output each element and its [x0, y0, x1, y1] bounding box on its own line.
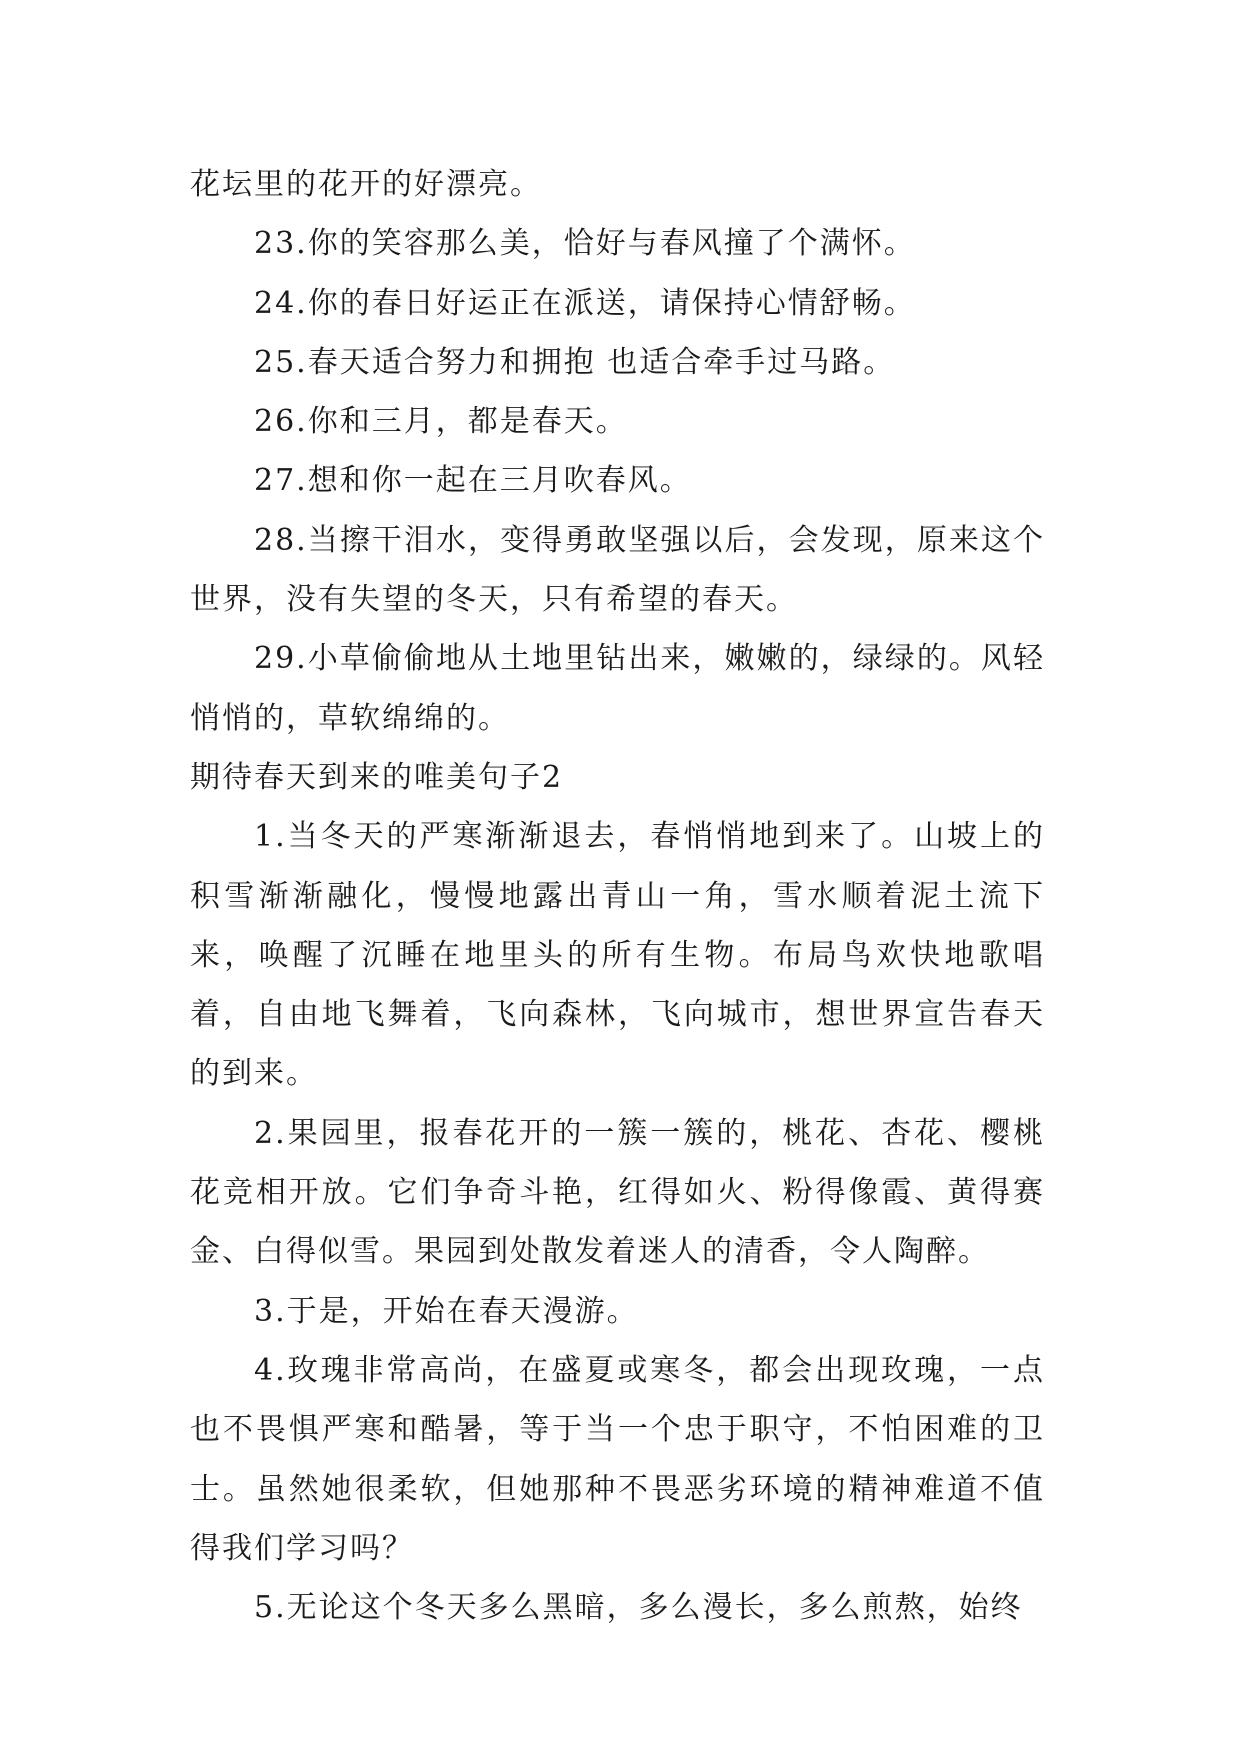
paragraph-item-1: 1.当冬天的严寒渐渐退去，春悄悄地到来了。山坡上的积雪渐渐融化，慢慢地露出青山一角，雪水顺着泥土流下来，唤醒了沉睡在地里头的所有生物。布局鸟欢快地歌唱着，自由地飞舞着，飞向森林，飞向城市，想世界宣告春天的到来。 [190, 819, 1045, 1092]
paragraph-item-28: 28.当擦干泪水，变得勇敢坚强以后，会发现，原来这个世界，没有失望的冬天，只有希望的春天。 [190, 522, 1045, 618]
paragraph-item-24: 24.你的春日好运正在派送，请保持心情舒畅。 [254, 285, 916, 321]
paragraph-item-26: 26.你和三月，都是春天。 [254, 404, 628, 440]
paragraph-item-29: 29.小草偷偷地从土地里钻出来，嫩嫩的，绿绿的。风轻悄悄的，草软绵绵的。 [190, 641, 1045, 736]
paragraph-item-25: 25.春天适合努力和拥抱 也适合牵手过马路。 [254, 344, 896, 380]
document-page [190, 155, 1045, 1637]
paragraph-item-27: 27.想和你一起在三月吹春风。 [254, 463, 692, 499]
paragraph-item-4: 4.玫瑰非常高尚，在盛夏或寒冬，都会出现玫瑰，一点也不畏惧严寒和酷暑，等于当一个忠于职守，不怕困难的卫士。虽然她很柔软，但她那种不畏恶劣环境的精神难道不值得我们学习吗？ [190, 1352, 1045, 1566]
paragraph-item-23: 23.你的笑容那么美，恰好与春风撞了个满怀。 [254, 226, 916, 262]
paragraph-item-5: 5.无论这个冬天多么黑暗，多么漫长，多么煎熬，始终 [254, 1590, 1023, 1626]
section-heading: 期待春天到来的唯美句子2 [190, 759, 564, 795]
paragraph-item-2: 2.果园里，报春花开的一簇一簇的，桃花、杏花、樱桃花竞相开放。它们争奇斗艳，红得如火、粉得像霞、黄得赛金、白得似雪。果园到处散发着迷人的清香，令人陶醉。 [190, 1115, 1045, 1270]
paragraph-continuation: 花坛里的花开的好漂亮。 [190, 167, 542, 202]
paragraph-item-3: 3.于是，开始在春天漫游。 [254, 1293, 639, 1329]
